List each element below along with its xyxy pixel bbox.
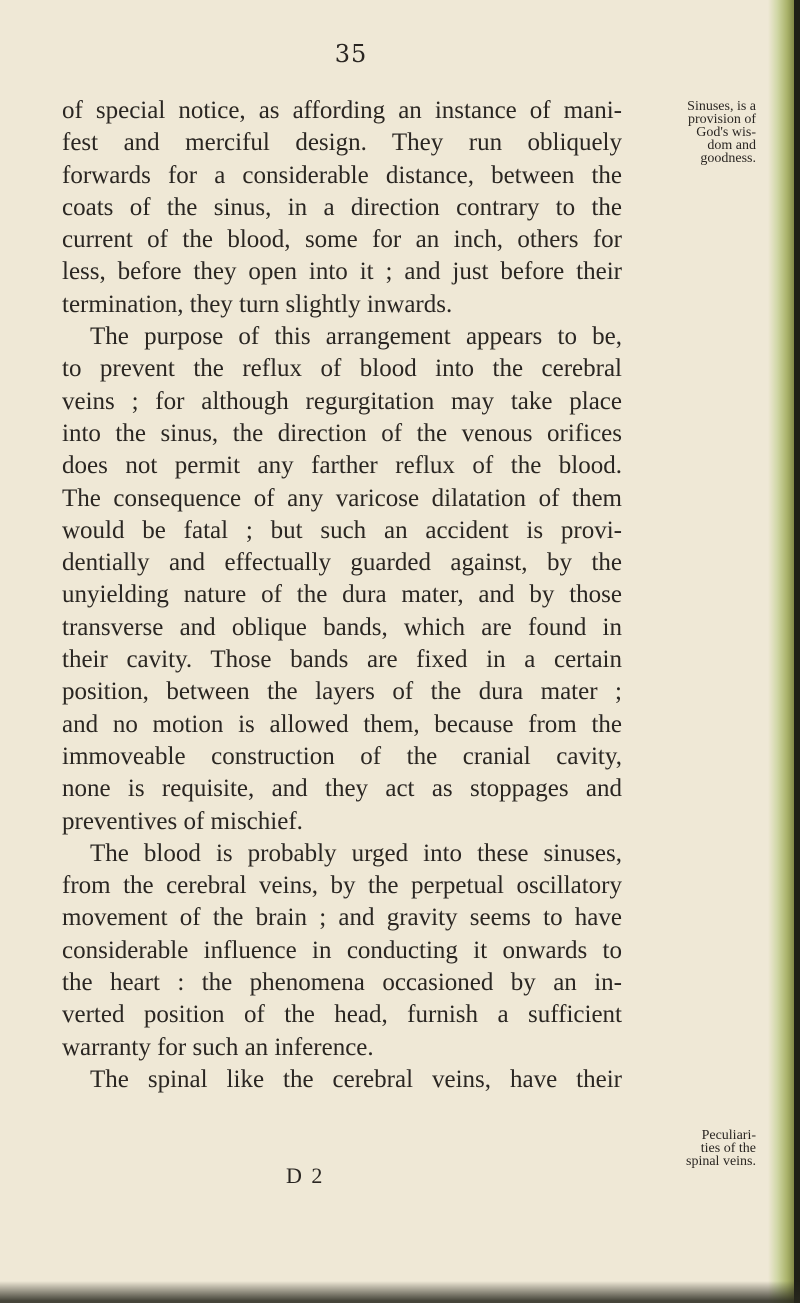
marginal-line: Sinuses, is a (687, 99, 756, 114)
text-line: of special notice, as affording an instance of mani- (62, 97, 622, 124)
text-line: The spinal like the cerebral veins, have their (90, 1065, 622, 1093)
text-line: The purpose of this arrangement appears to be, (90, 323, 622, 351)
text-line: into the sinus, the direction of the venous orifices (62, 419, 622, 447)
text-line: the heart : the phenomena occasioned by an in- (62, 969, 622, 997)
marginal-line: dom and (707, 138, 756, 153)
text-line: coats of the sinus, in a direction contrary to the (62, 193, 622, 221)
text-line: none is requisite, and they act as stoppages and (62, 775, 622, 803)
text-line: The consequence of any varicose dilatation of them (62, 484, 622, 512)
body-text (62, 95, 622, 1096)
text-line: warranty for such an inference. (62, 1033, 374, 1061)
book-binding-edge (768, 0, 800, 1303)
text-line: termination, they turn slightly inwards. (62, 290, 453, 318)
text-line: transverse and oblique bands, which are found in (62, 613, 622, 641)
marginal-note-sinuses (626, 100, 756, 165)
marginal-line: Peculiari- (701, 1128, 756, 1143)
marginal-note-spinal-veins (626, 1129, 756, 1168)
marginal-line: provision of (687, 112, 756, 127)
text-line: dentially and effectually guarded against, by the (62, 549, 622, 577)
text-line: immoveable construction of the cranial cavity, (62, 742, 622, 770)
text-line: to prevent the reflux of blood into the cerebral (62, 355, 622, 383)
text-line: from the cerebral veins, by the perpetual oscillatory (62, 872, 622, 900)
text-line: would be fatal ; but such an accident is provi- (62, 516, 622, 544)
text-line: forwards for a considerable distance, between the (62, 161, 622, 189)
text-line: their cavity. Those bands are fixed in a certain (62, 646, 622, 674)
marginal-line: God's wis- (696, 125, 756, 140)
text-line: and no motion is allowed them, because from the (62, 710, 622, 738)
text-line: considerable influence in conducting it onwards to (62, 936, 622, 964)
marginal-line: spinal veins. (686, 1154, 756, 1169)
text-line: position, between the layers of the dura mater ; (62, 678, 622, 706)
text-line: fest and merciful design. They run obliquely (62, 129, 622, 157)
signature-mark: D 2 (286, 1163, 325, 1188)
text-line: preventives of mischief. (62, 807, 303, 835)
text-line: veins ; for although regurgitation may take place (62, 387, 622, 415)
text-line: does not permit any farther reflux of the blood. (62, 452, 622, 480)
marginal-line: ties of the (700, 1141, 756, 1156)
text-line: verted position of the head, furnish a sufficient (62, 1001, 622, 1029)
marginal-line: goodness. (700, 151, 756, 166)
text-line: less, before they open into it ; and just before their (62, 258, 622, 286)
text-line: unyielding nature of the dura mater, and by those (62, 581, 622, 609)
page-bottom-shadow (0, 1281, 800, 1303)
text-line: current of the blood, some for an inch, others for (62, 226, 622, 254)
text-line: The blood is probably urged into these sinuses, (90, 839, 622, 867)
page-number: 35 (334, 40, 368, 68)
text-line: movement of the brain ; and gravity seems to have (62, 904, 622, 932)
